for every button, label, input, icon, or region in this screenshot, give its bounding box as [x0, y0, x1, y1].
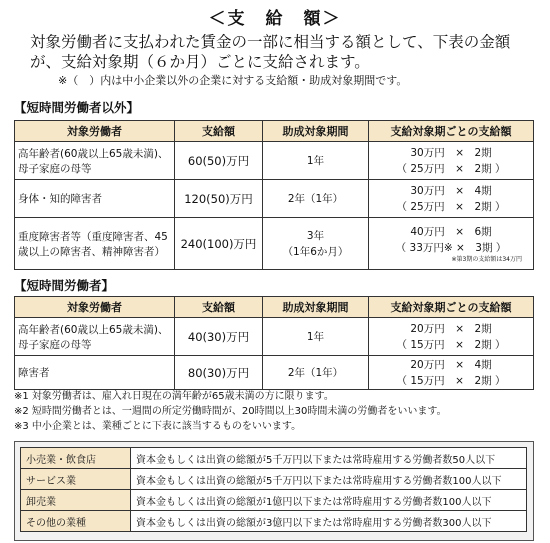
header-worker: 対象労働者	[15, 121, 175, 142]
table-row	[21, 490, 527, 511]
table-row	[21, 511, 527, 532]
industry-desc: 資本金もしくは出資の総額が3億円以下または常時雇用する労働者数300人以下	[131, 511, 527, 532]
amount-cell: 120(50)万円	[175, 180, 263, 218]
industry-label: 卸売業	[21, 490, 131, 511]
footnotes	[14, 389, 534, 434]
per-period-line-alt: （ 33万円※ × 3期 ）	[395, 241, 507, 254]
table-row	[15, 142, 534, 180]
section-label-non-part-time: 【短時間労働者以外】	[14, 100, 140, 115]
worker-cell: 障害者	[15, 356, 175, 390]
industry-desc: 資本金もしくは出資の総額が5千万円以下または常時雇用する労働者数100人以下	[131, 469, 527, 490]
per-period-line: 20万円 × 2期	[410, 322, 492, 335]
worker-cell: 重度障害者等（重度障害者、45歳以上の障害者、精神障害者）	[15, 218, 175, 270]
per-period-line-alt: （ 15万円 × 2期 ）	[396, 338, 506, 351]
intro-text: 対象労働者に支払われた賃金の一部に相当する額として、下表の金額が、支給対象期（６か月）ごとに支給されます。	[30, 33, 511, 71]
period-cell: 2年（1年）	[263, 356, 369, 390]
industry-desc: 資本金もしくは出資の総額が1億円以下または常時雇用する労働者数100人以下	[131, 490, 527, 511]
per-period-cell	[369, 356, 534, 390]
worker-cell: 高年齢者(60歳以上65歳未満)、母子家庭の母等	[15, 318, 175, 356]
per-period-cell	[369, 180, 534, 218]
table-row	[15, 180, 534, 218]
header-amount: 支給額	[175, 121, 263, 142]
industry-label: 小売業・飲食店	[21, 448, 131, 469]
period-cell: 2年（1年）	[263, 180, 369, 218]
per-period-line-alt: （ 25万円 × 2期 ）	[396, 162, 506, 175]
table-part-time	[14, 296, 534, 390]
industry-desc: 資本金もしくは出資の総額が5千万円以下または常時雇用する労働者数50人以下	[131, 448, 527, 469]
header-per-period: 支給対象期ごとの支給額	[369, 297, 534, 318]
table-row	[21, 448, 527, 469]
industry-label: その他の業種	[21, 511, 131, 532]
table-row	[21, 469, 527, 490]
period-cell: 1年	[263, 142, 369, 180]
table-row	[15, 318, 534, 356]
page-title: ＜支 給 額＞	[208, 9, 342, 29]
per-period-cell	[369, 218, 534, 270]
per-period-line: 30万円 × 2期	[410, 146, 492, 159]
table-non-part-time	[14, 120, 534, 270]
industry-label: サービス業	[21, 469, 131, 490]
per-period-line: 40万円 × 6期	[410, 225, 492, 238]
header-worker: 対象労働者	[15, 297, 175, 318]
per-period-cell	[369, 142, 534, 180]
header-period: 助成対象期間	[263, 297, 369, 318]
amount-cell: 40(30)万円	[175, 318, 263, 356]
header-per-period: 支給対象期ごとの支給額	[369, 121, 534, 142]
table-row	[15, 356, 534, 390]
period-main: 3年	[306, 229, 325, 242]
worker-cell: 高年齢者(60歳以上65歳未満)、母子家庭の母等	[15, 142, 175, 180]
per-period-line: 30万円 × 4期	[410, 184, 492, 197]
per-period-line: 20万円 × 4期	[410, 358, 492, 371]
footnote-3: ※3 中小企業とは、業種ごとに下表に該当するものをいいます。	[14, 421, 302, 432]
footnote-2: ※2 短時間労働者とは、一週間の所定労働時間が、20時間以上30時間未満の労働者をいいます。	[14, 406, 447, 417]
per-period-line-alt: （ 25万円 × 2期 ）	[396, 200, 506, 213]
per-period-cell	[369, 318, 534, 356]
amount-cell: 240(100)万円	[175, 218, 263, 270]
period-sub: （1年6か月）	[282, 245, 349, 258]
period-cell: 1年	[263, 318, 369, 356]
per-period-footnote: ※第3期の支給額は34万円	[451, 255, 522, 263]
period-cell	[263, 218, 369, 270]
worker-cell: 身体・知的障害者	[15, 180, 175, 218]
table-row	[15, 218, 534, 270]
sme-definition-table	[20, 447, 527, 532]
table-header-row	[15, 297, 534, 318]
header-amount: 支給額	[175, 297, 263, 318]
amount-cell: 80(30)万円	[175, 356, 263, 390]
per-period-line-alt: （ 15万円 × 2期 ）	[396, 374, 506, 387]
note-text: ※（ ）内は中小企業以外の企業に対する支給額・助成対象期間です。	[58, 74, 408, 87]
sme-definition-box	[14, 441, 534, 541]
section-label-part-time: 【短時間労働者】	[14, 278, 115, 293]
amount-cell: 60(50)万円	[175, 142, 263, 180]
header-period: 助成対象期間	[263, 121, 369, 142]
footnote-1: ※1 対象労働者は、雇入れ日現在の満年齢が65歳未満の方に限ります。	[14, 391, 334, 402]
table-header-row	[15, 121, 534, 142]
